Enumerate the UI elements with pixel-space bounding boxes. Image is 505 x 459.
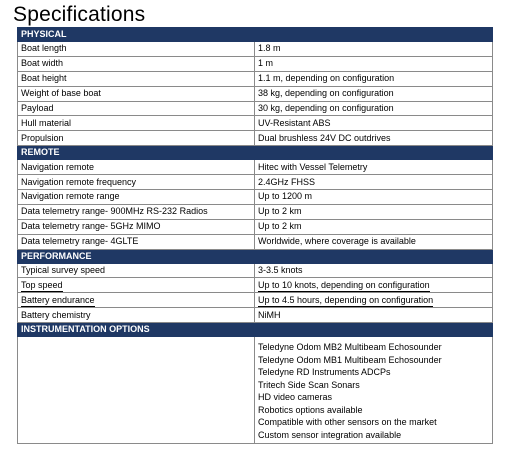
table-row: [18, 204, 493, 219]
spec-value: Worldwide, where coverage is available: [255, 234, 493, 249]
table-row: [18, 308, 493, 323]
spec-label: Boat length: [18, 42, 255, 57]
spec-value: 38 kg, depending on configuration: [255, 86, 493, 101]
spec-value: UV-Resistant ABS: [255, 116, 493, 131]
spec-value-text: Up to 10 knots, depending on configuration: [258, 279, 430, 290]
table-row: [18, 278, 493, 293]
spec-value: [255, 337, 493, 444]
specifications-table: [17, 27, 493, 444]
spec-value: 1.1 m, depending on configuration: [255, 71, 493, 86]
section-title: PERFORMANCE: [18, 249, 493, 263]
list-item: Teledyne Odom MB1 Multibeam Echosounder: [258, 354, 442, 365]
spec-label: Payload: [18, 101, 255, 116]
table-row: [18, 234, 493, 249]
spec-value: Up to 1200 m: [255, 190, 493, 205]
section-title: INSTRUMENTATION OPTIONS: [18, 323, 493, 337]
table-row: [18, 293, 493, 308]
spec-label: Data telemetry range- 5GHz MIMO: [18, 219, 255, 234]
table-row: [18, 42, 493, 57]
spec-value: [255, 278, 493, 293]
spec-label: Typical survey speed: [18, 263, 255, 278]
list-item: HD video cameras: [258, 392, 333, 403]
spec-value: 2.4GHz FHSS: [255, 175, 493, 190]
page-title: Specifications: [13, 3, 146, 26]
spec-label: Weight of base boat: [18, 86, 255, 101]
list-item: Custom sensor integration available: [258, 429, 402, 440]
spec-value: Up to 2 km: [255, 204, 493, 219]
spec-value: 30 kg, depending on configuration: [255, 101, 493, 116]
spec-label-text: Battery endurance: [21, 294, 95, 305]
spec-value: [255, 293, 493, 308]
table-row: [18, 263, 493, 278]
table-row: [18, 116, 493, 131]
spec-label-text: Top speed: [21, 279, 63, 290]
table-row: [18, 175, 493, 190]
table-row: [18, 56, 493, 71]
table-row: [18, 86, 493, 101]
spec-label: Boat width: [18, 56, 255, 71]
table-row: [18, 101, 493, 116]
spec-label: [18, 337, 255, 444]
list-item: Tritech Side Scan Sonars: [258, 379, 360, 390]
table-row: [18, 71, 493, 86]
spec-label: Boat height: [18, 71, 255, 86]
section-header-remote: [18, 146, 493, 160]
spec-label: [18, 278, 255, 293]
spec-label: Battery chemistry: [18, 308, 255, 323]
spec-label: Hull material: [18, 116, 255, 131]
list-item: Teledyne RD Instruments ADCPs: [258, 367, 391, 378]
spec-value: NiMH: [255, 308, 493, 323]
instrumentation-list: [258, 337, 492, 441]
section-title: REMOTE: [18, 146, 493, 160]
table-row: [18, 337, 493, 444]
list-item: Teledyne Odom MB2 Multibeam Echosounder: [258, 342, 442, 353]
table-row: [18, 160, 493, 175]
spec-label: Data telemetry range- 4GLTE: [18, 234, 255, 249]
spec-label: Navigation remote: [18, 160, 255, 175]
spec-label: Propulsion: [18, 131, 255, 146]
spec-value: 1 m: [255, 56, 493, 71]
table-row: [18, 219, 493, 234]
section-header-physical: [18, 28, 493, 42]
list-item: Robotics options available: [258, 404, 363, 415]
section-header-performance: [18, 249, 493, 263]
list-item: Compatible with other sensors on the market: [258, 417, 437, 428]
spec-value: Hitec with Vessel Telemetry: [255, 160, 493, 175]
spec-value: 3-3.5 knots: [255, 263, 493, 278]
spec-value: 1.8 m: [255, 42, 493, 57]
spec-label: Data telemetry range- 900MHz RS-232 Radios: [18, 204, 255, 219]
spec-value-text: Up to 4.5 hours, depending on configuration: [258, 294, 434, 305]
spec-label: Navigation remote range: [18, 190, 255, 205]
section-title: PHYSICAL: [18, 28, 493, 42]
spec-label: Navigation remote frequency: [18, 175, 255, 190]
table-row: [18, 131, 493, 146]
spec-value: Dual brushless 24V DC outdrives: [255, 131, 493, 146]
table-row: [18, 190, 493, 205]
section-header-instrumentation: [18, 323, 493, 337]
spec-value: Up to 2 km: [255, 219, 493, 234]
spec-label: [18, 293, 255, 308]
